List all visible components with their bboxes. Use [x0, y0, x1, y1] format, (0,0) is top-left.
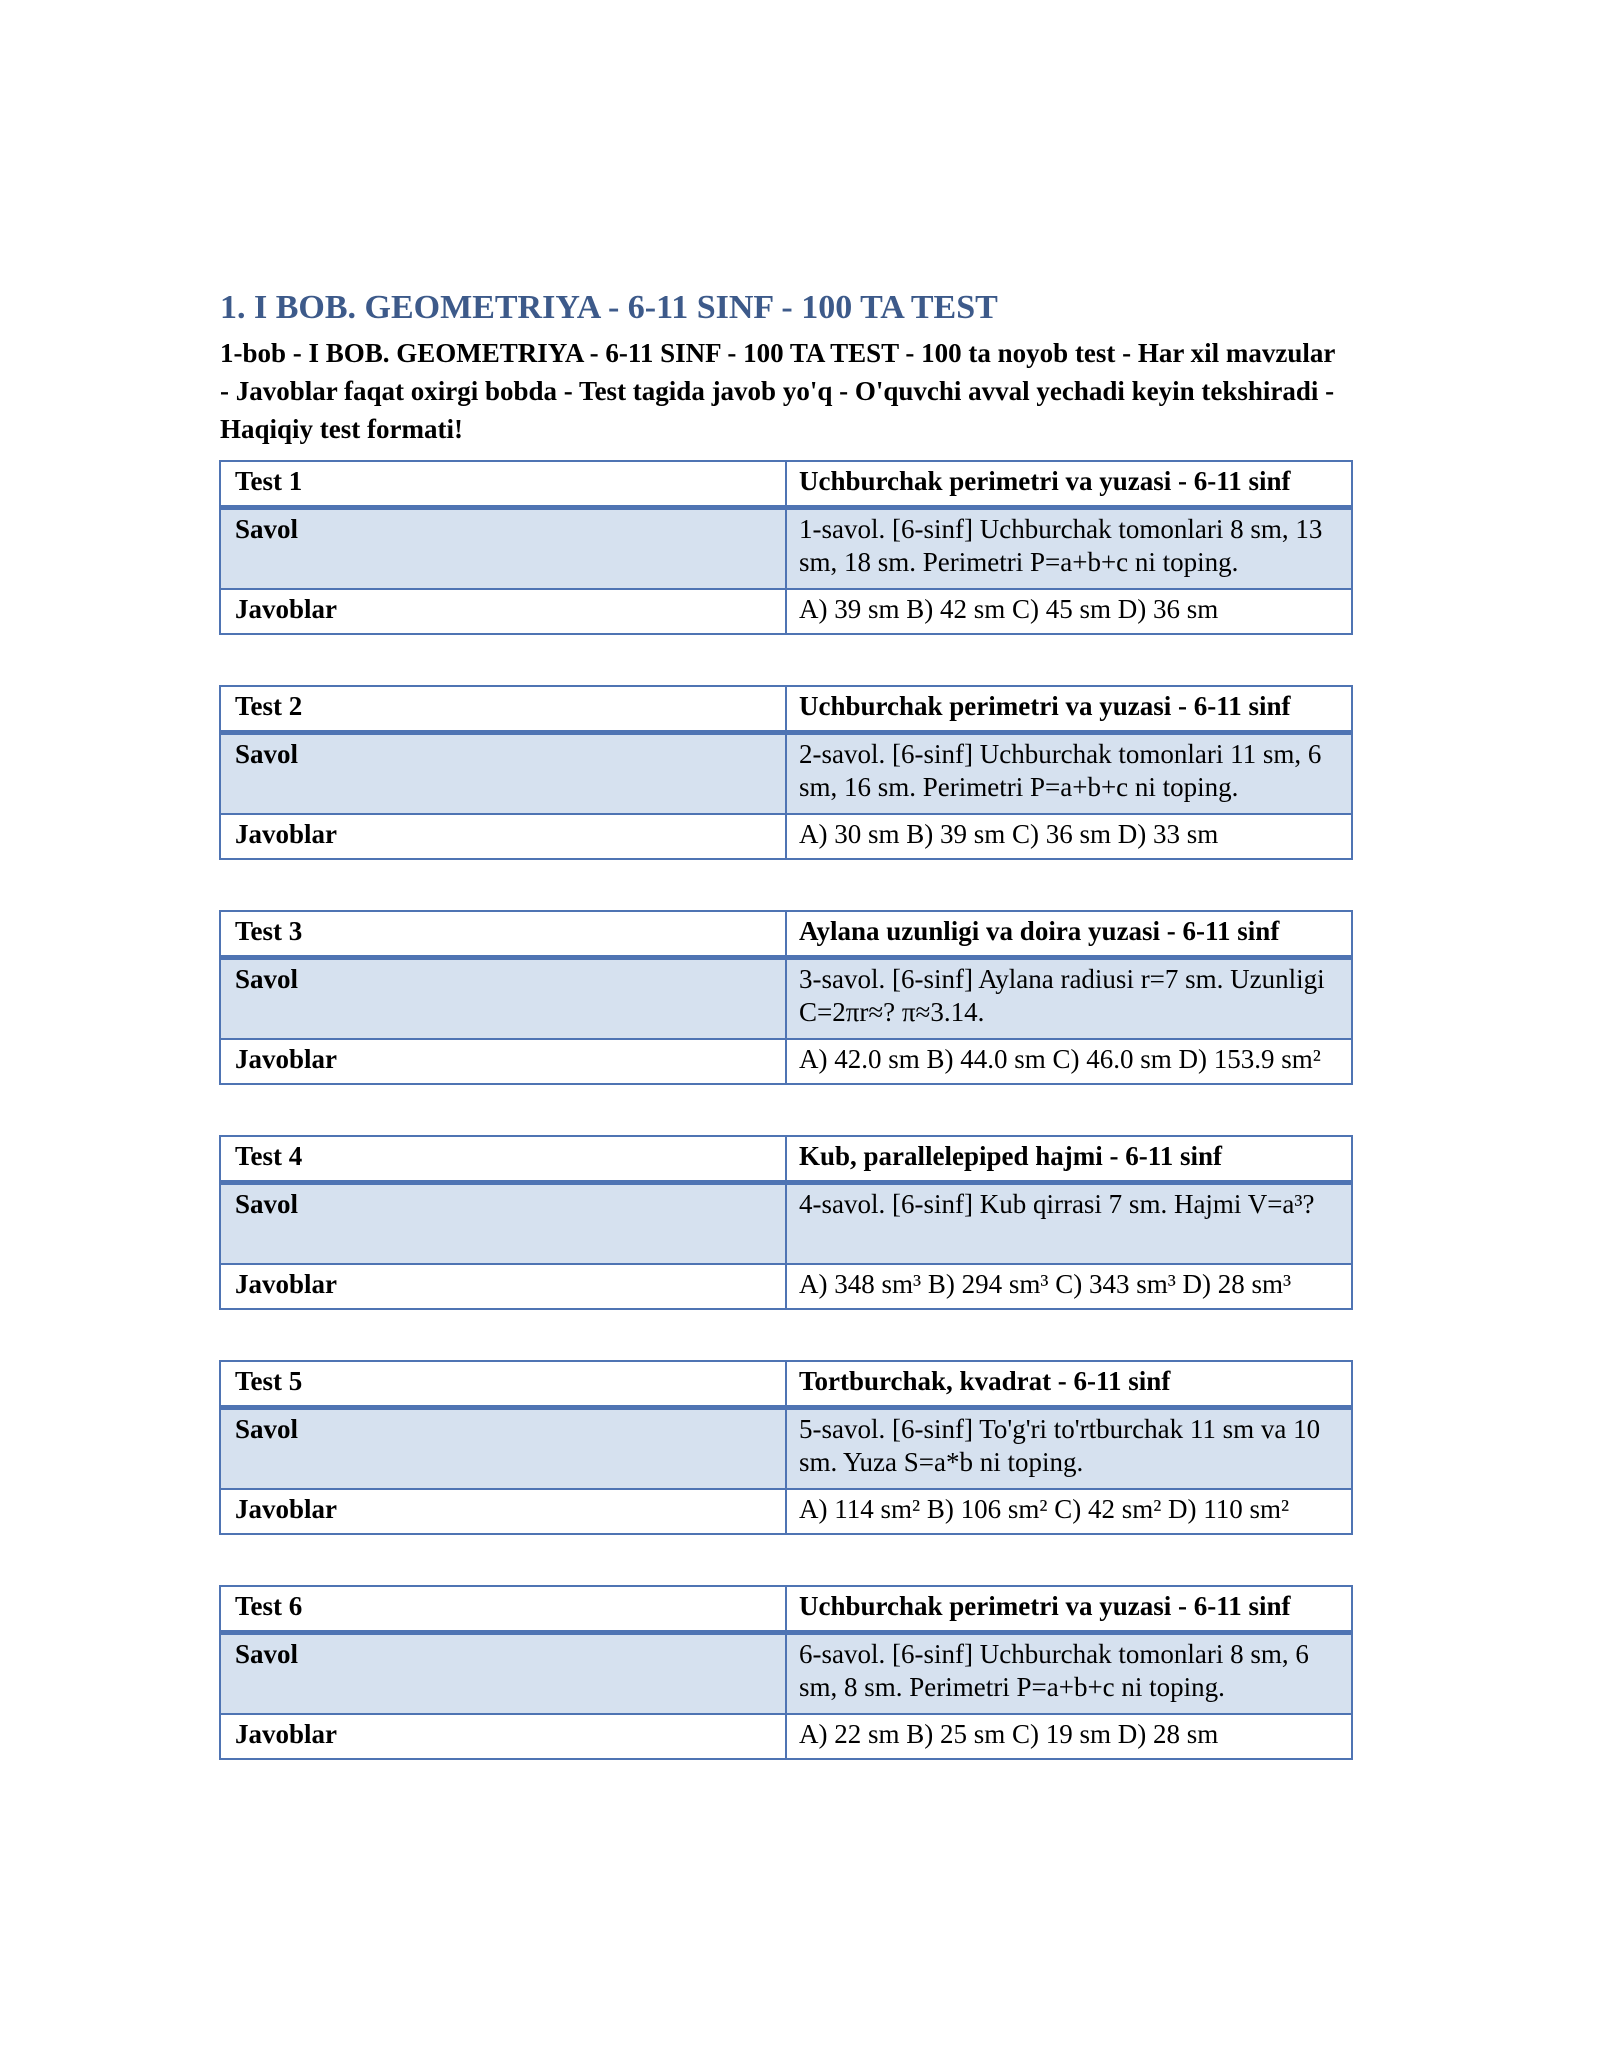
answers-text: A) 30 sm B) 39 sm C) 36 sm D) 33 sm — [786, 814, 1352, 859]
answers-row — [220, 1039, 1352, 1084]
test-topic: Aylana uzunligi va doira yuzasi - 6-11 sinf — [786, 911, 1352, 958]
test-header-row — [220, 461, 1352, 508]
test-header-row — [220, 1586, 1352, 1633]
question-text: 5-savol. [6-sinf] To'g'ri to'rtburchak 11 sm va 10 sm. Yuza S=a*b ni toping. — [786, 1408, 1352, 1490]
test-table-4 — [219, 1135, 1353, 1310]
test-table-2 — [219, 685, 1353, 860]
test-label: Test 2 — [220, 686, 786, 733]
answers-row — [220, 1714, 1352, 1759]
test-topic: Kub, parallelepiped hajmi - 6-11 sinf — [786, 1136, 1352, 1183]
answers-row — [220, 589, 1352, 634]
answers-text: A) 39 sm B) 42 sm C) 45 sm D) 36 sm — [786, 589, 1352, 634]
answers-row — [220, 814, 1352, 859]
test-header-row — [220, 1361, 1352, 1408]
test-label: Test 1 — [220, 461, 786, 508]
question-text: 4-savol. [6-sinf] Kub qirrasi 7 sm. Hajmi V=a³? — [786, 1183, 1352, 1265]
question-text: 6-savol. [6-sinf] Uchburchak tomonlari 8 sm, 6 sm, 8 sm. Perimetri P=a+b+c ni toping. — [786, 1633, 1352, 1715]
question-label: Savol — [220, 1408, 786, 1490]
test-topic: Uchburchak perimetri va yuzasi - 6-11 sinf — [786, 686, 1352, 733]
test-header-row — [220, 911, 1352, 958]
question-row — [220, 1183, 1352, 1265]
test-label: Test 4 — [220, 1136, 786, 1183]
test-topic: Tortburchak, kvadrat - 6-11 sinf — [786, 1361, 1352, 1408]
test-topic: Uchburchak perimetri va yuzasi - 6-11 sinf — [786, 1586, 1352, 1633]
question-label: Savol — [220, 508, 786, 590]
answers-text: A) 114 sm² B) 106 sm² C) 42 sm² D) 110 sm² — [786, 1489, 1352, 1534]
answers-text: A) 42.0 sm B) 44.0 sm C) 46.0 sm D) 153.9 sm² — [786, 1039, 1352, 1084]
question-label: Savol — [220, 1183, 786, 1265]
test-list — [219, 460, 1350, 1760]
test-label: Test 6 — [220, 1586, 786, 1633]
test-header-row — [220, 1136, 1352, 1183]
test-table-6 — [219, 1585, 1353, 1760]
answers-text: A) 348 sm³ B) 294 sm³ C) 343 sm³ D) 28 sm³ — [786, 1264, 1352, 1309]
answers-row — [220, 1489, 1352, 1534]
answers-row — [220, 1264, 1352, 1309]
question-text: 3-savol. [6-sinf] Aylana radiusi r=7 sm. Uzunligi C=2πr≈? π≈3.14. — [786, 958, 1352, 1040]
answers-label: Javoblar — [220, 1039, 786, 1084]
question-row — [220, 1408, 1352, 1490]
test-table-5 — [219, 1360, 1353, 1535]
question-label: Savol — [220, 1633, 786, 1715]
question-label: Savol — [220, 958, 786, 1040]
question-text: 1-savol. [6-sinf] Uchburchak tomonlari 8 sm, 13 sm, 18 sm. Perimetri P=a+b+c ni toping. — [786, 508, 1352, 590]
test-table-3 — [219, 910, 1353, 1085]
answers-label: Javoblar — [220, 1714, 786, 1759]
test-topic: Uchburchak perimetri va yuzasi - 6-11 sinf — [786, 461, 1352, 508]
question-text: 2-savol. [6-sinf] Uchburchak tomonlari 11 sm, 6 sm, 16 sm. Perimetri P=a+b+c ni toping. — [786, 733, 1352, 815]
answers-label: Javoblar — [220, 814, 786, 859]
answers-label: Javoblar — [220, 1264, 786, 1309]
question-label: Savol — [220, 733, 786, 815]
question-row — [220, 733, 1352, 815]
question-row — [220, 508, 1352, 590]
answers-label: Javoblar — [220, 1489, 786, 1534]
test-header-row — [220, 686, 1352, 733]
chapter-heading: 1. I BOB. GEOMETRIYA - 6-11 SINF - 100 TA TEST — [220, 289, 998, 326]
test-label: Test 5 — [220, 1361, 786, 1408]
answers-label: Javoblar — [220, 589, 786, 634]
chapter-intro: 1-bob - I BOB. GEOMETRIYA - 6-11 SINF - 100 TA TEST - 100 ta noyob test - Har xil mavzular - Javoblar faqat oxirgi bobda - Test tagida javob yo'q - O'quvchi avval yechadi keyin tekshiradi - Haqiqiy test formati! — [220, 338, 1335, 444]
answers-text: A) 22 sm B) 25 sm C) 19 sm D) 28 sm — [786, 1714, 1352, 1759]
question-row — [220, 1633, 1352, 1715]
document-page — [220, 288, 1350, 1810]
test-table-1 — [219, 460, 1353, 635]
test-label: Test 3 — [220, 911, 786, 958]
question-row — [220, 958, 1352, 1040]
